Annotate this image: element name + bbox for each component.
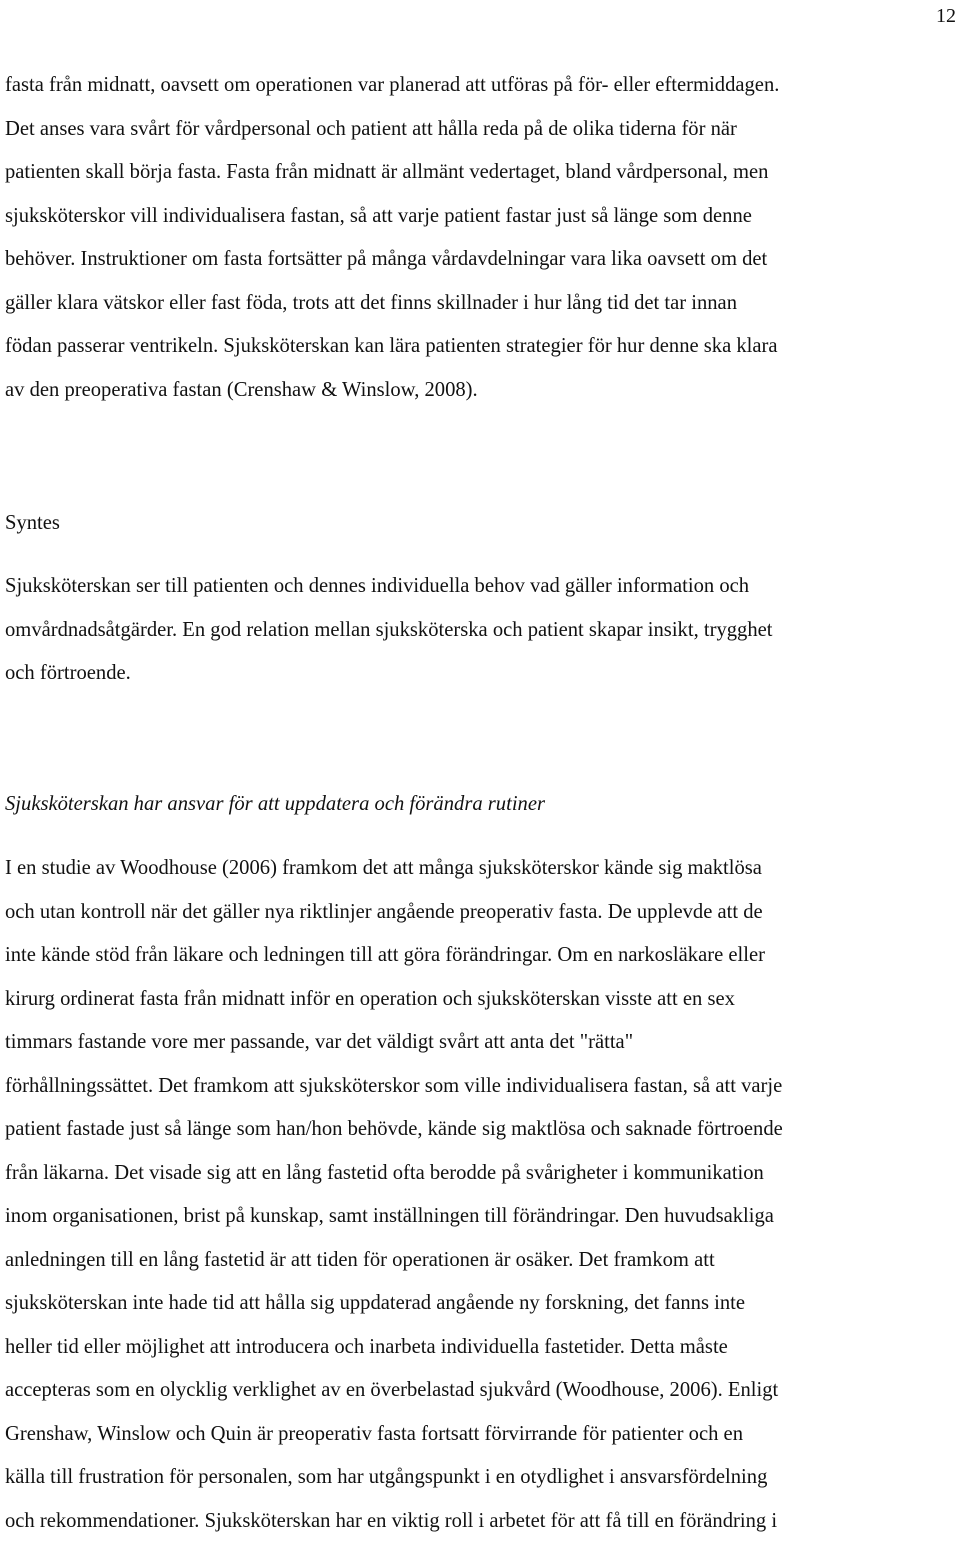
page-number: 12 xyxy=(936,4,956,28)
text-line: timmars fastande vore mer passande, var det väldigt svårt att anta det "rätta" xyxy=(5,1021,960,1065)
text-line: omvårdnadsåtgärder. En god relation mellan sjuksköterska och patient skapar insikt, trygghet xyxy=(5,609,960,653)
text-line: behöver. Instruktioner om fasta fortsätter på många vårdavdelningar vara lika oavsett om det xyxy=(5,238,960,282)
section-heading-syntes: Syntes xyxy=(5,509,60,537)
text-line: och förtroende. xyxy=(5,652,960,696)
text-line: sjuksköterskor vill individualisera fastan, så att varje patient fastar just så länge som denne xyxy=(5,195,960,239)
text-line: och rekommendationer. Sjuksköterskan har en viktig roll i arbetet för att få till en förändring i xyxy=(5,1500,960,1543)
text-line: Det anses vara svårt för vårdpersonal och patient att hålla reda på de olika tiderna för när xyxy=(5,108,960,152)
text-line: fasta från midnatt, oavsett om operationen var planerad att utföras på för- eller eftermiddagen. xyxy=(5,64,960,108)
synthesis-paragraph xyxy=(5,565,960,696)
text-line: patient fastade just så länge som han/hon behövde, kände sig maktlösa och saknade förtroende xyxy=(5,1108,960,1152)
text-line: accepteras som en olycklig verklighet av en överbelastad sjukvård (Woodhouse, 2006). Enligt xyxy=(5,1369,960,1413)
text-line: patienten skall börja fasta. Fasta från midnatt är allmänt vedertaget, bland vårdpersonal, men xyxy=(5,151,960,195)
text-line: och utan kontroll när det gäller nya riktlinjer angående preoperativ fasta. De upplevde att de xyxy=(5,891,960,935)
text-line: anledningen till en lång fastetid är att tiden för operationen är osäker. Det framkom att xyxy=(5,1239,960,1283)
text-line: I en studie av Woodhouse (2006) framkom det att många sjuksköterskor kände sig maktlösa xyxy=(5,847,960,891)
text-line: sjuksköterskan inte hade tid att hålla sig uppdaterad angående ny forskning, det fanns inte xyxy=(5,1282,960,1326)
intro-paragraph xyxy=(5,64,960,412)
text-line: födan passerar ventrikeln. Sjuksköterskan kan lära patienten strategier för hur denne ska klara xyxy=(5,325,960,369)
text-line: gäller klara vätskor eller fast föda, trots att det finns skillnader i hur lång tid det tar innan xyxy=(5,282,960,326)
text-line: Sjuksköterskan ser till patienten och dennes individuella behov vad gäller information och xyxy=(5,565,960,609)
text-line: källa till frustration för personalen, som har utgångspunkt i en otydlighet i ansvarsfördelning xyxy=(5,1456,960,1500)
text-line: förhållningssättet. Det framkom att sjuksköterskor som ville individualisera fastan, så att varje xyxy=(5,1065,960,1109)
text-line: inte kände stöd från läkare och ledningen till att göra förändringar. Om en narkosläkare eller xyxy=(5,934,960,978)
text-line: Grenshaw, Winslow och Quin är preoperativ fasta fortsatt förvirrande för patienter och en xyxy=(5,1413,960,1457)
responsibility-paragraph xyxy=(5,847,960,1543)
text-line: från läkarna. Det visade sig att en lång fastetid ofta berodde på svårigheter i kommunikation xyxy=(5,1152,960,1196)
text-line: inom organisationen, brist på kunskap, samt inställningen till förändringar. Den huvudsakliga xyxy=(5,1195,960,1239)
text-line: heller tid eller möjlighet att introducera och inarbeta individuella fastetider. Detta måste xyxy=(5,1326,960,1370)
text-line: av den preoperativa fastan (Crenshaw & Winslow, 2008). xyxy=(5,369,960,413)
section-heading-responsibility: Sjuksköterskan har ansvar för att uppdatera och förändra rutiner xyxy=(5,790,545,818)
text-line: kirurg ordinerat fasta från midnatt inför en operation och sjuksköterskan visste att en sex xyxy=(5,978,960,1022)
